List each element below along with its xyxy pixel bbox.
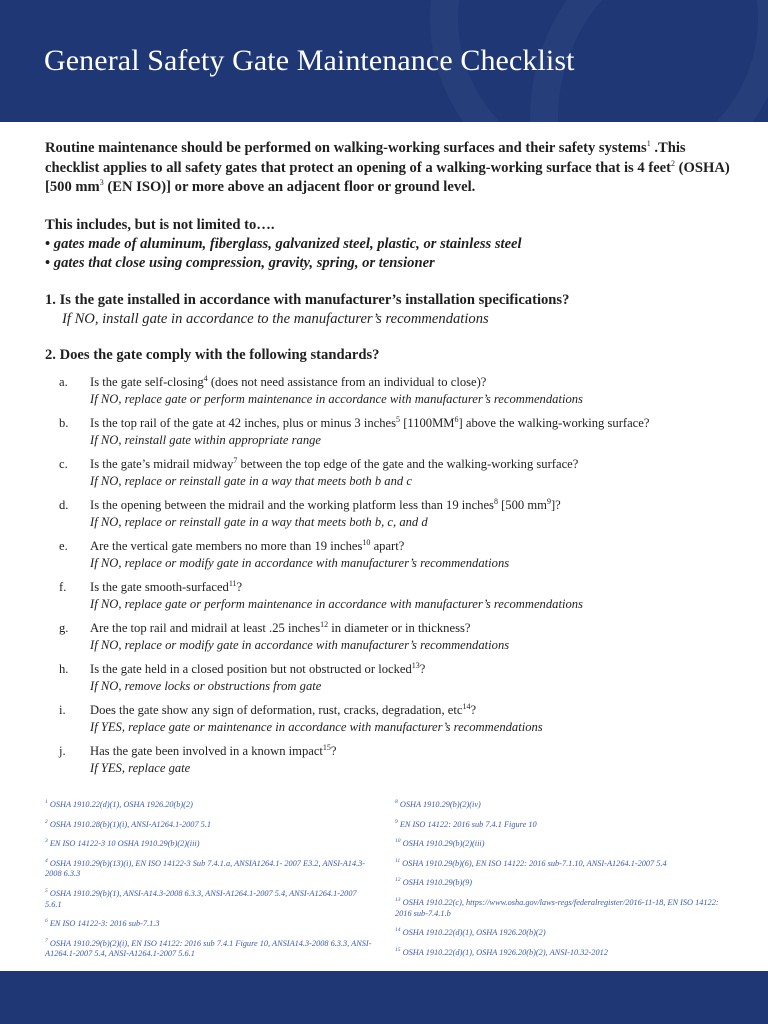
intro-text: (OSHA) [500 mm: [45, 159, 730, 195]
footnote-ref: 9: [546, 496, 551, 506]
checklist-item-d: [45, 497, 735, 531]
footnote: $^{15}$ OSHA 1910.22(d)(1), OSHA 1926.20(b)(2), ANSI-10.32-2012: [395, 946, 608, 957]
footnote: $^6$ EN ISO 14122-3: 2016 sub-7.1.3: [45, 918, 160, 929]
page-header: [0, 0, 768, 122]
footnote: $^9$ EN ISO 14122: 2016 sub 7.4.1 Figure 10: [395, 818, 537, 829]
includes-heading: This includes, but is not limited to….: [45, 216, 275, 233]
checklist-item-f: [45, 579, 735, 613]
item-answer: If NO, replace gate or perform maintenance in accordance with manufacturer’s recommendations: [90, 596, 583, 611]
footnotes-left: [45, 800, 373, 969]
checklist-item-i: [45, 702, 735, 736]
question-2: 2. Does the gate comply with the following standards?: [45, 346, 380, 363]
footnote: $^4$ OSHA 1910.29(b)(13)(i), EN ISO 14122-3 Sub 7.4.1.a, ANSIA1264.1- 2007 E3.2, ANSI-A14.3-2008 6.3.3: [45, 858, 366, 879]
bullet-text: gates made of aluminum, fiberglass, galvanized steel, plastic, or stainless steel: [53, 235, 522, 252]
item-letter: h.: [59, 661, 69, 676]
item-answer: If YES, replace gate or maintenance in accordance with manufacturer’s recommendations: [90, 719, 543, 734]
item-answer: If NO, reinstall gate within appropriate range: [90, 432, 321, 447]
item-question: Does the gate show any sign of deformation, rust, cracks, degradation, etc$^{14}$?: [90, 701, 477, 717]
question-1-answer: If NO, install gate in accordance to the manufacturer’s recommendations: [62, 310, 489, 327]
page-title: General Safety Gate Maintenance Checklist: [44, 44, 575, 77]
item-letter: b.: [59, 415, 69, 430]
item-question: Are the vertical gate members no more than 19 inches$^{10}$ apart?: [90, 537, 405, 553]
item-letter: e.: [59, 538, 68, 553]
footnote: $^8$ OSHA 1910.29(b)(2)(iv): [395, 799, 481, 809]
footnote-ref: 8: [493, 496, 498, 506]
item-letter: g.: [59, 620, 69, 635]
item-question: Is the opening between the midrail and the working platform less than 19 inches$^8$ [500 $mm^9$]?: [90, 496, 561, 512]
footnotes-right: [395, 800, 727, 967]
item-question: Is the gate self-closing$^4$ (does not need assistance from an individual to close)?: [90, 373, 487, 389]
checklist-item-c: [45, 456, 735, 490]
footnote-ref: 7: [233, 455, 238, 465]
footnote: $^2$ OSHA 1910.28(b)(1)(i), ANSI-A1264.1-2007 5.1: [45, 818, 212, 829]
bullet-item: • gates made of aluminum, fiberglass, galvanized steel, plastic, or stainless steel: [45, 235, 522, 252]
item-answer: If NO, replace or reinstall gate in a way that meets both b and c: [90, 473, 412, 488]
footnote-ref: 1: [646, 139, 651, 149]
footnote: $^1$ OSHA 1910.22(d)(1), OSHA 1926.20(b)(2): [45, 799, 193, 809]
intro-text: Routine maintenance should be performed on walking-working surfaces and their safety systems: [45, 140, 647, 156]
item-answer: If NO, replace or modify gate in accordance with manufacturer’s recommendations: [90, 637, 510, 652]
item-letter: j.: [59, 743, 66, 758]
footnote-ref: 6: [454, 414, 459, 424]
item-question: Is the gate held in a closed position but not obstructed or locked$^{13}$?: [90, 660, 426, 676]
checklist-item-b: [45, 415, 735, 449]
checklist-item-j: [45, 743, 735, 777]
footnote: $^{13}$ OSHA 1910.22(c), https://www.osha.gov/laws-regs/federalregister/2016-11-18, EN ISO 14122: 2016 sub-7.4.1.b: [395, 897, 719, 918]
footnote-ref: 2: [671, 158, 676, 168]
footnote-ref: 3: [99, 178, 104, 188]
footnote: $^{12}$ OSHA 1910.29(b)(9): [395, 877, 473, 888]
item-question: Is the gate smooth-surfaced$^{11}$?: [90, 578, 243, 594]
footer-bar: [0, 971, 768, 1024]
checklist-item-h: [45, 661, 735, 695]
footnote-ref: 13: [411, 660, 420, 670]
includes-section: [45, 216, 735, 273]
intro-text: (EN ISO)] or more above an adjacent floor or ground level.: [103, 179, 476, 195]
item-answer: If NO, remove locks or obstructions from gate: [90, 678, 322, 693]
footnote: $^{10}$ OSHA 1910.29(b)(2)(iii): [395, 838, 485, 849]
checklist-body: [45, 139, 735, 784]
footnote-ref: 4: [203, 373, 208, 383]
item-letter: i.: [59, 702, 66, 717]
footnote: $^5$ OSHA 1910.29(b)(1), ANSI-A14.3-2008 6.3.3, ANSI-A1264.1-2007 5.4, ANSI-A1264.1-2007 5.6.1: [45, 888, 357, 909]
footnote: $^{14}$ OSHA 1910.22(d)(1), OSHA 1926.20(b)(2): [395, 927, 546, 938]
item-answer: If NO, replace gate or perform maintenance in accordance with manufacturer’s recommendations: [90, 391, 583, 406]
item-letter: c.: [59, 456, 68, 471]
item-question: Is the top rail of the gate at 42 inches, plus or minus 3 inches$^5$ $[1100MM^6]$ above the walking-working surface?: [90, 414, 650, 430]
item-letter: a.: [59, 374, 68, 389]
item-letter: d.: [59, 497, 69, 512]
bullet-text: gates that close using compression, gravity, spring, or tensioner: [53, 254, 435, 271]
footnote-ref: 5: [396, 414, 401, 424]
checklist-item-g: [45, 620, 735, 654]
item-answer: If YES, replace gate: [90, 760, 191, 775]
checklist-item-e: [45, 538, 735, 572]
question-1: 1. Is the gate installed in accordance with manufacturer’s installation specifications?: [45, 291, 570, 308]
footnote-ref: 11: [228, 578, 237, 588]
intro-text: .This checklist applies to all safety gates that protect an opening of a walking-working surface that is 4 feet: [45, 140, 686, 176]
footnote: $^7$ OSHA 1910.29(b)(2)(i), EN ISO 14122: 2016 sub 7.4.1 Figure 10, ANSIA14.3-2008 6.3.3, ANSI-A1264.1-2007 5.4, ANSI-A1264.1-2007 5.6.1: [45, 937, 372, 959]
item-question: Is the gate’s midrail midway$^7$ between the top edge of the gate and the walking-working surface?: [90, 455, 579, 471]
item-answer: If NO, replace or modify gate in accordance with manufacturer’s recommendations: [90, 555, 510, 570]
footnote-ref: 10: [362, 537, 371, 547]
item-question: Has the gate been involved in a known impact$^{15}$?: [90, 742, 337, 758]
checklist-item-a: [45, 374, 735, 408]
footnote: $^3$ EN ISO 14122-3 10 OSHA 1910.29(b)(2)(iii): [45, 838, 200, 849]
footnote-ref: 14: [462, 701, 471, 711]
intro-paragraph: [45, 139, 735, 198]
item-answer: If NO, replace or reinstall gate in a way that meets both b, c, and d: [90, 514, 428, 529]
question-2-items: [45, 374, 735, 777]
bullet-item: • gates that close using compression, gravity, spring, or tensioner: [45, 254, 435, 271]
footnote-ref: 15: [322, 742, 331, 752]
footnote: $^{11}$ OSHA 1910.29(b)(6), EN ISO 14122: 2016 sub-7.1.10, ANSI-A1264.1-2007 5.4: [395, 858, 667, 868]
item-letter: f.: [59, 579, 67, 594]
footnote-ref: 12: [320, 619, 329, 629]
item-question: Are the top rail and midrail at least .25 inches$^{12}$ in diameter or in thickness?: [90, 619, 471, 635]
